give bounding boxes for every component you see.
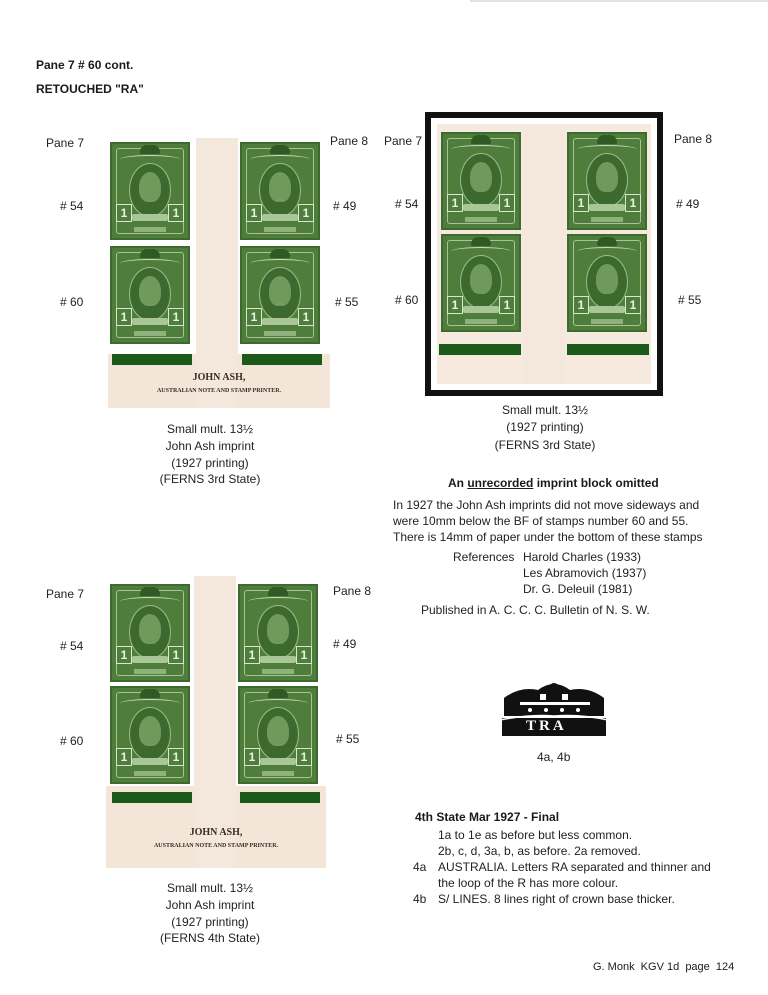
block-3-state: (FERNS 4th State): [159, 931, 261, 945]
page-footer: G. Monk KGV 1d page 124: [593, 961, 735, 973]
stamp-block-3: [106, 576, 326, 868]
caption-line: (1927 printing): [171, 915, 249, 929]
state-text: AUSTRALIA. Letters RA separated and thinner and: [438, 860, 711, 874]
fourth-state-list: [413, 827, 763, 907]
plate-bar-right: [242, 354, 322, 365]
plate-bar-right: [240, 792, 320, 803]
state-line: [413, 827, 763, 843]
page-title: Pane 7 # 60 cont.: [36, 58, 134, 72]
pane-7-label: Pane 7: [46, 587, 85, 601]
position-54-label: # 54: [60, 639, 84, 653]
top-rule: [470, 0, 768, 2]
note-title-post: imprint block omitted: [533, 476, 659, 490]
reference-item: Les Abramovich (1937): [523, 566, 647, 580]
block-3-caption: [130, 880, 290, 931]
caption-line: Small mult. 13½: [501, 403, 589, 417]
block-2-state: (FERNS 3rd State): [494, 438, 596, 452]
stamp-54: 1 1: [110, 142, 190, 240]
state-line: [413, 891, 763, 907]
gutter: [196, 138, 238, 408]
stamp-60: 1 1: [110, 686, 190, 784]
position-49-label: # 49: [676, 197, 700, 211]
imprint-name: JOHN ASH,: [189, 827, 243, 838]
stamp-49: 1 1: [567, 132, 647, 230]
crown-detail-image: [500, 680, 608, 740]
note-line: There is 14mm of paper under the bottom of these stamps: [393, 530, 703, 544]
state-code: [413, 875, 438, 891]
position-60-label: # 60: [395, 293, 419, 307]
references-label: References: [453, 550, 515, 564]
state-text: 1a to 1e as before but less common.: [438, 828, 633, 842]
published-note: Published in A. C. C. C. Bulletin of N. S. W.: [421, 603, 650, 617]
note-line: were 10mm below the BF of stamps number 60 and 55.: [393, 514, 689, 528]
reference-item: Dr. G. Deleuil (1981): [523, 582, 633, 596]
caption-line: Small mult. 13½: [166, 881, 254, 895]
block-1-caption: [130, 421, 290, 472]
plate-bar-right: [567, 344, 649, 355]
position-54-label: # 54: [60, 199, 84, 213]
gutter: [194, 576, 236, 868]
note-line: In 1927 the John Ash imprints did not move sideways and: [393, 498, 700, 512]
stamp-60: 1 1: [110, 246, 190, 344]
stamp-block-2: [437, 124, 651, 384]
caption-line: Small mult. 13½: [166, 422, 254, 436]
position-54-label: # 54: [395, 197, 419, 211]
state-line: [413, 859, 763, 875]
position-60-label: # 60: [60, 295, 84, 309]
stamp-54: 1 1: [441, 132, 521, 230]
gutter: [523, 124, 565, 384]
state-line: [413, 843, 763, 859]
caption-line: (1927 printing): [506, 420, 584, 434]
note-body: [393, 497, 753, 545]
stamp-54: 1 1: [110, 584, 190, 682]
stamp-block-1: [108, 138, 330, 408]
pane-7-label: Pane 7: [384, 134, 423, 148]
position-49-label: # 49: [333, 199, 357, 213]
imprint-line: AUSTRALIAN NOTE AND STAMP PRINTER.: [156, 388, 282, 394]
position-55-label: # 55: [336, 732, 360, 746]
state-code: [413, 827, 438, 843]
note-title-pre: An: [448, 476, 468, 490]
caption-line: John Ash imprint: [165, 439, 255, 453]
state-code: [413, 843, 438, 859]
stamp-60: 1 1: [441, 234, 521, 332]
pane-8-label: Pane 8: [674, 132, 713, 146]
note-title: [448, 476, 659, 490]
plate-bar-left: [112, 792, 192, 803]
plate-bar-left: [112, 354, 192, 365]
fourth-state-title: 4th State Mar 1927 - Final: [415, 810, 560, 824]
caption-line: (1927 printing): [171, 456, 249, 470]
state-code: 4a: [413, 860, 427, 874]
detail-letters: TRA: [526, 718, 567, 734]
position-55-label: # 55: [335, 295, 359, 309]
pane-8-label: Pane 8: [333, 584, 372, 598]
pane-7-label: Pane 7: [46, 136, 85, 150]
imprint-name: JOHN ASH,: [192, 372, 246, 383]
state-text: 2b, c, d, 3a, b, as before. 2a removed.: [438, 844, 641, 858]
state-line: [413, 875, 763, 891]
state-code: 4b: [413, 892, 427, 906]
references-list: [523, 549, 646, 597]
stamp-55: 1 1: [567, 234, 647, 332]
stamp-49: 1 1: [238, 584, 318, 682]
plate-bar-left: [439, 344, 521, 355]
pane-8-label: Pane 8: [330, 134, 369, 148]
stamp-49: 1 1: [240, 142, 320, 240]
block-1-state: (FERNS 3rd State): [159, 472, 261, 486]
position-55-label: # 55: [678, 293, 702, 307]
page-subtitle: RETOUCHED "RA": [36, 82, 144, 96]
state-text: the loop of the R has more colour.: [438, 876, 619, 890]
block-2-caption: [470, 402, 620, 436]
note-title-underlined: unrecorded: [467, 476, 534, 490]
position-49-label: # 49: [333, 637, 357, 651]
stamp-55: 1 1: [238, 686, 318, 784]
stamp-55: 1 1: [240, 246, 320, 344]
reference-item: Harold Charles (1933): [523, 550, 642, 564]
position-60-label: # 60: [60, 734, 84, 748]
imprint-line: AUSTRALIAN NOTE AND STAMP PRINTER.: [153, 843, 279, 849]
state-text: S/ LINES. 8 lines right of crown base thicker.: [438, 892, 675, 906]
detail-label: 4a, 4b: [537, 750, 571, 764]
caption-line: John Ash imprint: [165, 898, 255, 912]
